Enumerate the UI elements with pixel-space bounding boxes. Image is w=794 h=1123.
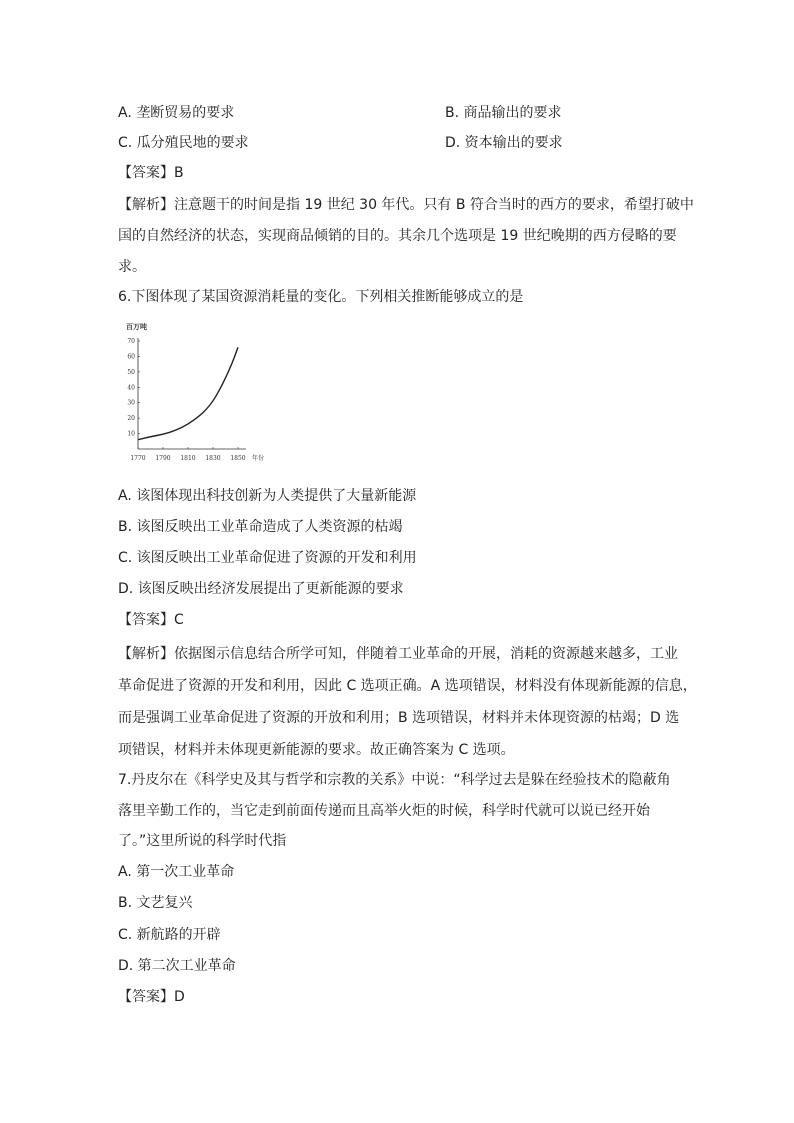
q5-option-d: D. 资本输出的要求 (445, 135, 563, 151)
y-tick-label: 30 (127, 399, 135, 407)
q5-answer: 【答案】B (118, 165, 184, 181)
q6-analysis-line: 项错误，材料并未体现更新能源的要求。故正确答案为 C 选项。 (118, 742, 515, 758)
y-tick-label: 70 (127, 338, 135, 345)
q6-analysis-line: 【解析】依据图示信息结合所学可知，伴随着工业革命的开展，消耗的资源越来越多，工业 (118, 646, 678, 662)
q7-stem-line: 落里辛勤工作的，当它走到前面传递而且高举火炬的时候，科学时代就可以说已经开始 (118, 803, 650, 819)
q6-option-c: C. 该图反映出工业革命促进了资源的开发和利用 (118, 550, 417, 566)
y-tick-label: 60 (127, 353, 135, 361)
q6-analysis-line: 革命促进了资源的开发和利用，因此 C 选项正确。A 选项错误，材料没有体现新能源的信息， (118, 678, 697, 694)
q5-analysis-line: 国的自然经济的状态，实现商品倾销的目的。其余几个选项是 19 世纪晚期的西方侵略的要 (118, 228, 677, 244)
x-tick-label: 1850 (230, 455, 246, 462)
q7-stem-line: 了。”这里所说的科学时代指 (118, 833, 287, 849)
q6-stem: 6.下图体现了某国资源消耗量的变化。下列相关推断能够成立的是 (118, 289, 524, 305)
q7-option-b: B. 文艺复兴 (118, 895, 193, 911)
q6-option-a: A. 该图体现出科技创新为人类提供了大量新能源 (118, 488, 417, 504)
q5-option-b: B. 商品输出的要求 (445, 105, 562, 121)
y-axis-label: 百万吨 (126, 322, 147, 331)
q7-option-c: C. 新航路的开辟 (118, 927, 221, 943)
q5-option-c: C. 瓜分殖民地的要求 (118, 135, 249, 151)
q7-option-a: A. 第一次工业革命 (118, 864, 235, 880)
y-tick-label: 40 (127, 384, 135, 392)
resource-consumption-chart (118, 318, 278, 468)
y-tick-label: 10 (127, 430, 135, 438)
q7-stem-line: 7.丹皮尔在《科学史及其与哲学和宗教的关系》中说：“科学过去是躲在经验技术的隐蔽角 (118, 772, 671, 788)
x-axis-label: 年份 (252, 455, 265, 462)
x-tick-label: 1830 (205, 455, 221, 462)
y-tick-label: 20 (127, 415, 135, 423)
q5-analysis-line: 求。 (118, 259, 146, 275)
y-tick-label: 50 (127, 368, 135, 376)
q7-option-d: D. 第二次工业革命 (118, 958, 236, 974)
q6-option-d: D. 该图反映出经济发展提出了更新能源的要求 (118, 581, 404, 597)
series-line (138, 347, 238, 440)
q6-option-b: B. 该图反映出工业革命造成了人类资源的枯竭 (118, 519, 403, 535)
q6-answer: 【答案】C (118, 612, 184, 628)
x-tick-label: 1810 (180, 455, 196, 462)
q7-answer: 【答案】D (118, 989, 185, 1005)
q5-analysis-line: 【解析】注意题干的时间是指 19 世纪 30 年代。只有 B 符合当时的西方的要求，希望打破中 (118, 197, 694, 213)
x-tick-label: 1790 (155, 455, 171, 462)
q5-option-a: A. 垄断贸易的要求 (118, 105, 235, 121)
q6-analysis-line: 而是强调工业革命促进了资源的开放和利用；B 选项错误，材料并未体现资源的枯竭；D 选 (118, 710, 680, 726)
x-tick-label: 1770 (130, 455, 146, 462)
